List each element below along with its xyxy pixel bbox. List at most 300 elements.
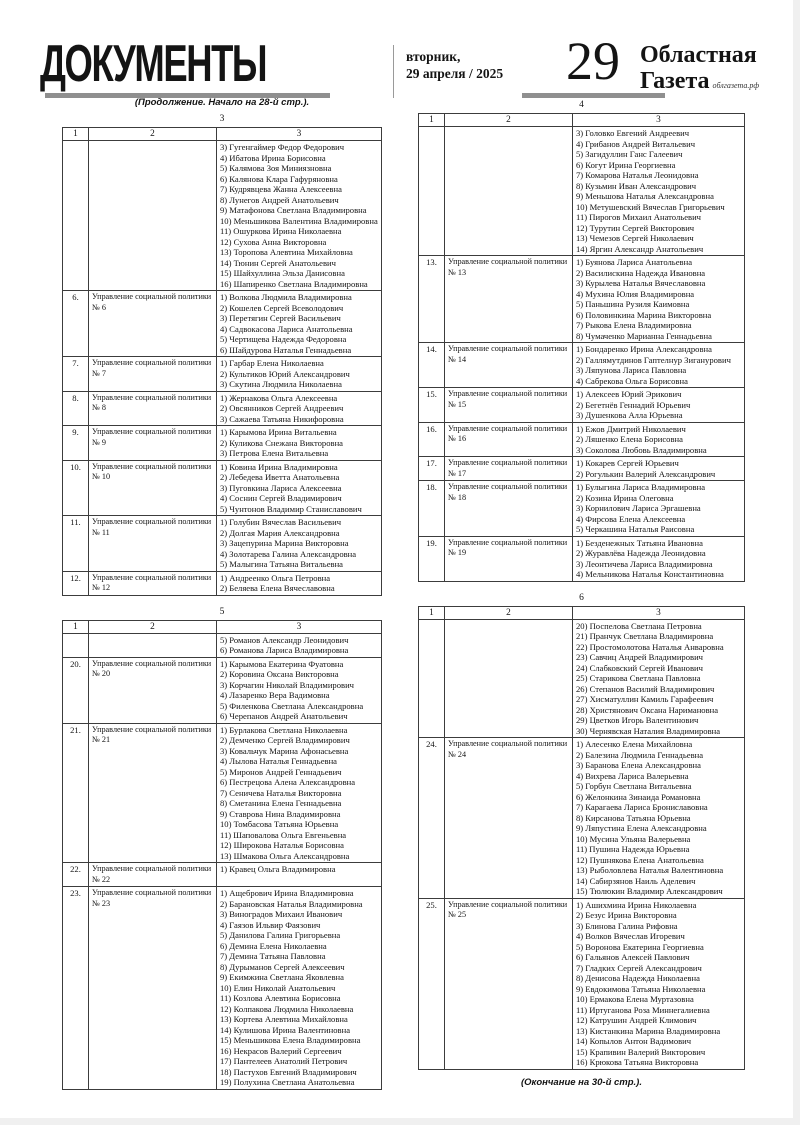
names-cell — [573, 738, 745, 899]
row-number-cell: 12. — [63, 571, 89, 595]
person-name: 5) Горбун Светлана Витальевна — [576, 781, 692, 791]
row-number-cell — [63, 141, 89, 291]
person-name: 5) Загидуллин Ганс Галеевич — [576, 149, 683, 159]
person-name: 1) Карымова Ирина Витальевна — [220, 427, 337, 437]
person-name: 13) Кортева Алевтина Михайловна — [220, 1014, 348, 1024]
row-number-cell: 16. — [419, 422, 445, 457]
person-name: 10) Ермакова Елена Муртазовна — [576, 994, 694, 1004]
person-name: 2) Козина Ирина Олеговна — [576, 492, 674, 503]
brand-website: облгазета.рф — [712, 81, 759, 90]
person-name: 5) Малыгина Татьяна Витальевна — [220, 559, 343, 569]
person-name: 6) Черепанов Андрей Анатольевич — [220, 711, 348, 721]
department-cell: Управление социальной политики № 18 — [445, 481, 573, 537]
department-cell: Управление социальной политики № 6 — [89, 291, 217, 357]
names-cell — [217, 516, 382, 572]
person-name: 1) Ковина Ирина Владимировна — [220, 461, 338, 472]
person-name: 3) Баранова Елена Александровна — [576, 760, 701, 770]
table-6-container — [418, 593, 745, 1070]
person-name: 7) Кудрявцева Жанна Алексеевна — [220, 184, 342, 194]
column-header: 1 — [419, 114, 445, 127]
column-header: 2 — [89, 620, 217, 633]
person-name: 8) Денисова Надежда Николаевна — [576, 973, 700, 983]
column-header: 2 — [445, 606, 573, 619]
person-name: 3) Скутина Людмила Николаевна — [220, 379, 342, 389]
person-name: 4) Садвокасова Лариса Анатольевна — [220, 323, 353, 334]
row-number-cell — [419, 619, 445, 738]
person-name: 22) Простомолотова Наталья Анваровна — [576, 641, 724, 652]
department-cell — [89, 141, 217, 291]
person-name: 12) Турутин Сергей Викторович — [576, 222, 695, 233]
column-header: 3 — [573, 606, 745, 619]
row-number-cell: 25. — [419, 898, 445, 1069]
person-name: 7) Карагаева Лариса Брониславовна — [576, 802, 708, 812]
person-name: 1) Ежов Дмитрий Николаевич — [576, 423, 686, 434]
department-cell: Управление социальной политики № 19 — [445, 536, 573, 581]
row-number-cell: 24. — [419, 738, 445, 899]
table-row — [63, 141, 382, 291]
person-name: 3) Леонтичева Лариса Владимировна — [576, 558, 713, 569]
person-name: 4) Мухина Юлия Владимировна — [576, 288, 695, 299]
person-name: 8) Лунегов Андрей Анатольевич — [220, 194, 339, 205]
person-name: 6) Демина Елена Николаевна — [220, 940, 327, 951]
person-name: 3) Виноградов Михаил Иванович — [220, 909, 343, 919]
names-cell — [217, 863, 382, 887]
row-number-cell: 10. — [63, 460, 89, 516]
person-name: 2) Василискина Надежда Ивановна — [576, 267, 706, 278]
header-divider — [393, 45, 394, 98]
person-name: 15) Шайхуллина Эльза Данисовна — [220, 268, 345, 278]
person-name: 4) Ибатова Ирина Борисовна — [220, 152, 326, 163]
brand-name: Газета — [640, 68, 710, 94]
person-name: 4) Золотарева Галина Александровна — [220, 548, 357, 559]
names-table — [418, 606, 745, 1070]
page-edge-right — [793, 0, 800, 1125]
right-column — [418, 100, 745, 1089]
names-cell — [217, 723, 382, 863]
row-number-cell — [419, 127, 445, 256]
row-number-cell: 23. — [63, 887, 89, 1090]
person-name: 3) Перетягин Сергей Васильевич — [220, 313, 341, 323]
person-name: 2) Беляева Елена Вячеславовна — [220, 583, 335, 593]
person-name: 6) Когут Ирина Георгиевна — [576, 159, 676, 170]
person-name: 15) Крапивин Валерий Викторович — [576, 1046, 706, 1057]
table-header-row — [419, 606, 745, 619]
table-row — [63, 391, 382, 426]
person-name: 10) Меньшикова Валентина Владимировна — [220, 215, 378, 226]
names-cell — [573, 127, 745, 256]
row-number-cell: 18. — [419, 481, 445, 537]
table-3-container — [62, 114, 382, 596]
names-cell — [573, 536, 745, 581]
table-4-container — [418, 100, 745, 582]
department-cell — [89, 633, 217, 657]
person-name: 10) Метушевский Вячеслав Григорьевич — [576, 201, 725, 212]
row-number-cell — [63, 633, 89, 657]
person-name: 14) Яргин Александр Анатольевич — [576, 243, 704, 254]
person-name: 3) Корнилович Лариса Эргашевна — [576, 503, 701, 513]
table-row — [419, 619, 745, 738]
person-name: 6) Пестрецова Алена Александровна — [220, 777, 356, 787]
row-number-cell: 11. — [63, 516, 89, 572]
person-name: 2) Лебедева Иветта Анатольевна — [220, 472, 340, 482]
person-name: 14) Тюнин Сергей Анатольевич — [220, 257, 336, 268]
person-name: 5) Калямова Зоя Миниязновна — [220, 163, 332, 173]
person-name: 27) Хисматуллин Камиль Гарафеевич — [576, 694, 714, 704]
person-name: 1) Булыгина Лариса Владимировна — [576, 482, 706, 492]
person-name: 16) Крюкова Татьяна Викторовна — [576, 1057, 699, 1067]
person-name: 2) Галлямутдинов Гаптелнур Зиганурович — [576, 354, 731, 365]
person-name: 8) Сметанина Елена Геннадьевна — [220, 798, 342, 808]
table-row — [419, 256, 745, 343]
person-name: 15) Меньшикова Елена Владимировна — [220, 1035, 361, 1045]
department-cell: Управление социальной политики № 14 — [445, 343, 573, 388]
person-name: 7) Рыкова Елена Владимировна — [576, 320, 692, 330]
person-name: 3) Петрова Елена Витальевна — [220, 448, 329, 458]
person-name: 11) Пирогов Михаил Анатольевич — [576, 212, 701, 222]
person-name: 4) Сабрекова Ольга Борисовна — [576, 375, 688, 386]
person-name: 10) Елин Николай Анатольевич — [220, 982, 336, 993]
person-name: 1) Голубин Вячеслав Васильевич — [220, 517, 342, 527]
table-row — [419, 536, 745, 581]
table-row — [419, 898, 745, 1069]
person-name: 11) Козлова Алевтина Борисовна — [220, 993, 341, 1003]
names-cell — [217, 460, 382, 516]
page-header — [40, 31, 770, 104]
department-cell: Управление социальной политики № 20 — [89, 657, 217, 723]
names-cell — [217, 426, 382, 461]
person-name: 2) Балезина Людмила Геннадьевна — [576, 749, 704, 760]
names-cell — [217, 391, 382, 426]
person-name: 3) Душенкова Алла Юрьевна — [576, 410, 683, 420]
person-name: 5) Паньшина Рузиля Каимовна — [576, 299, 690, 309]
person-name: 1) Карымова Екатерина Фуатовна — [220, 658, 344, 669]
table-5-container — [62, 607, 382, 1090]
person-name: 1) Ащебрович Ирина Владимировна — [220, 888, 354, 898]
person-name: 7) Сеничева Наталья Викторовна — [220, 787, 342, 798]
department-cell: Управление социальной политики № 7 — [89, 357, 217, 392]
person-name: 9) Ставрова Нина Владимировна — [220, 808, 341, 819]
names-cell — [217, 633, 382, 657]
names-cell — [573, 343, 745, 388]
person-name: 10) Томбасова Татьяна Юрьевна — [220, 819, 339, 829]
person-name: 1) Ашихмина Ирина Николаевна — [576, 899, 697, 910]
names-cell — [217, 291, 382, 357]
person-name: 3) Курылева Наталья Вячеславовна — [576, 278, 706, 288]
person-name: 1) Гарбар Елена Николаевна — [220, 358, 324, 368]
ending-note: (Окончание на 30-й стр.). — [520, 1076, 642, 1088]
person-name: 2) Безус Ирина Викторовна — [576, 910, 677, 920]
person-name: 4) Вихрева Лариса Валерьевна — [576, 770, 689, 781]
person-name: 3) Блинова Галина Рифовна — [576, 920, 678, 931]
person-name: 23) Савчиц Андрей Владимирович — [576, 652, 704, 662]
table-row — [63, 426, 382, 461]
table-row — [419, 422, 745, 457]
person-name: 26) Степанов Василий Владимирович — [576, 683, 715, 694]
person-name: 5) Данилова Галина Григорьевна — [220, 930, 341, 940]
row-number-cell: 20. — [63, 657, 89, 723]
names-table — [418, 113, 745, 582]
row-number-cell: 21. — [63, 723, 89, 863]
person-name: 4) Грибанов Андрей Витальевич — [576, 138, 696, 149]
names-cell — [573, 256, 745, 343]
issue-date — [406, 48, 503, 82]
person-name: 3) Корчагин Николай Владимирович — [220, 679, 354, 690]
person-name: 1) Андреенко Ольга Петровна — [220, 572, 331, 583]
person-name: 25) Старикова Светлана Павловна — [576, 673, 701, 683]
person-name: 1) Жернакова Ольга Алексеевна — [220, 392, 338, 403]
table-row — [63, 887, 382, 1090]
person-name: 2) Куликова Снежана Викторовна — [220, 437, 343, 448]
person-name: 6) Романова Лариса Владимировна — [220, 645, 349, 655]
column-header: 2 — [89, 128, 217, 141]
person-name: 5) Миронов Андрей Геннадьевич — [220, 766, 342, 777]
names-table — [62, 620, 382, 1090]
person-name: 18) Пастухов Евгений Владимирович — [220, 1066, 357, 1077]
person-name: 7) Демина Татьяна Павловна — [220, 951, 326, 961]
person-name: 24) Слабковский Сергей Иванович — [576, 662, 703, 673]
person-name: 7) Комарова Наталья Леонидовна — [576, 170, 699, 180]
department-cell: Управление социальной политики № 11 — [89, 516, 217, 572]
department-cell: Управление социальной политики № 10 — [89, 460, 217, 516]
person-name: 6) Калянова Клара Гафуряновна — [220, 173, 338, 184]
person-name: 14) Копылов Антон Вадимович — [576, 1036, 692, 1046]
page-number: 29 — [566, 31, 620, 91]
person-name: 11) Пушина Надежда Юрьевна — [576, 844, 690, 854]
person-name: 1) Буянова Лариса Анатольевна — [576, 257, 693, 267]
person-name: 21) Пранчук Светлана Владимировна — [576, 631, 714, 641]
person-name: 1) Волкова Людмила Владимировна — [220, 292, 352, 302]
person-name: 4) Фирсова Елена Алексеевна — [576, 513, 686, 524]
table-row — [63, 633, 382, 657]
issue-date-weekday: вторник, — [406, 49, 461, 64]
table-row — [419, 127, 745, 256]
person-name: 5) Романов Александр Леонидович — [220, 634, 349, 645]
person-name: 8) Кирсанова Татьяна Юрьевна — [576, 812, 691, 823]
names-cell — [217, 571, 382, 595]
row-number-cell: 17. — [419, 457, 445, 481]
person-name: 6) Половинкина Марина Викторовна — [576, 309, 712, 320]
person-name: 8) Кузьмин Иван Александрович — [576, 180, 697, 191]
section-title: ДОКУМЕНТЫ — [40, 35, 267, 93]
person-name: 1) Кравец Ольга Владимировна — [220, 864, 336, 874]
names-cell — [573, 619, 745, 738]
person-name: 4) Мельникова Наталья Константиновна — [576, 569, 724, 579]
person-name: 17) Пантелеев Анатолий Петрович — [220, 1056, 348, 1066]
person-name: 2) Овсянников Сергей Андреевич — [220, 403, 344, 413]
row-number-cell: 14. — [419, 343, 445, 388]
brand-line-2 — [640, 68, 759, 99]
person-name: 3) Зацепурина Марина Викторовна — [220, 538, 349, 548]
person-name: 3) Гугенгаймер Федор Федорович — [220, 142, 345, 152]
person-name: 5) Филенкова Светлана Александровна — [220, 700, 364, 711]
person-name: 1) Безденежных Татьяна Ивановна — [576, 537, 703, 548]
person-name: 2) Демченко Сергей Владимирович — [220, 735, 350, 745]
person-name: 6) Желонкина Зинаида Романовна — [576, 791, 701, 802]
names-cell — [573, 422, 745, 457]
person-name: 3) Ковальчук Марина Афонасьевна — [220, 745, 349, 756]
department-cell: Управление социальной политики № 24 — [445, 738, 573, 899]
names-cell — [217, 887, 382, 1090]
row-number-cell: 9. — [63, 426, 89, 461]
table-row — [419, 738, 745, 899]
person-name: 4) Лазаренко Вера Вадимовна — [220, 690, 330, 700]
person-name: 7) Гладких Сергей Александрович — [576, 962, 702, 973]
table-row — [63, 357, 382, 392]
row-number-cell: 7. — [63, 357, 89, 392]
person-name: 2) Барановская Наталья Владимировна — [220, 898, 363, 909]
table-number: 6 — [579, 592, 584, 603]
row-number-cell: 22. — [63, 863, 89, 887]
table-header-row — [63, 620, 382, 633]
names-cell — [573, 898, 745, 1069]
department-cell: Управление социальной политики № 25 — [445, 898, 573, 1069]
department-cell: Управление социальной политики № 15 — [445, 388, 573, 423]
brand-line-1: Областная — [640, 42, 757, 68]
person-name: 11) Шаповалова Ольга Евгеньевна — [220, 829, 347, 840]
names-table — [62, 127, 382, 596]
person-name: 2) Журавлёва Надежда Леонидовна — [576, 548, 706, 558]
person-name: 29) Цветков Игорь Валентинович — [576, 715, 699, 725]
person-name: 12) Колпакова Людмила Николаевна — [220, 1003, 354, 1014]
table-number: 4 — [579, 100, 584, 110]
person-name: 30) Чернявская Наталия Владимировна — [576, 725, 721, 736]
person-name: 9) Ляпустина Елена Александровна — [576, 823, 707, 833]
department-cell: Управление социальной политики № 16 — [445, 422, 573, 457]
column-header: 1 — [419, 606, 445, 619]
person-name: 6) Гальянов Алексей Павлович — [576, 952, 690, 962]
department-cell: Управление социальной политики № 13 — [445, 256, 573, 343]
person-name: 2) Коровина Оксана Викторовна — [220, 669, 339, 679]
person-name: 1) Бурлакова Светлана Николаевна — [220, 724, 348, 735]
person-name: 13) Рыболовлева Наталья Валентиновна — [576, 865, 724, 875]
row-number-cell: 13. — [419, 256, 445, 343]
table-row — [63, 657, 382, 723]
row-number-cell: 8. — [63, 391, 89, 426]
person-name: 1) Алесенко Елена Михайловна — [576, 739, 693, 749]
table-number: 5 — [219, 606, 225, 617]
person-name: 2) Кошелев Сергей Всеволодович — [220, 302, 344, 313]
person-name: 8) Дурыманов Сергей Алексеевич — [220, 961, 345, 972]
department-cell: Управление социальной политики № 22 — [89, 863, 217, 887]
person-name: 6) Шайдурова Наталья Геннадьевна — [220, 344, 352, 355]
department-cell: Управление социальной политики № 8 — [89, 391, 217, 426]
names-cell — [573, 457, 745, 481]
department-cell: Управление социальной политики № 23 — [89, 887, 217, 1090]
person-name: 2) Бегетнёв Геннадий Юрьевич — [576, 399, 691, 410]
person-name: 13) Кистанкина Марина Владимировна — [576, 1025, 721, 1036]
person-name: 2) Культиков Юрий Александрович — [220, 368, 350, 379]
person-name: 3) Ляпунова Лариса Павловна — [576, 365, 687, 375]
row-number-cell: 6. — [63, 291, 89, 357]
names-cell — [573, 388, 745, 423]
department-cell: Управление социальной политики № 9 — [89, 426, 217, 461]
department-cell: Управление социальной политики № 17 — [445, 457, 573, 481]
table-row — [63, 723, 382, 863]
page-edge-bottom — [0, 1118, 800, 1125]
person-name: 9) Меньшова Наталья Александровна — [576, 191, 714, 201]
person-name: 14) Кулишова Ирина Валентиновна — [220, 1024, 351, 1035]
names-cell — [217, 357, 382, 392]
column-header: 3 — [217, 128, 382, 141]
row-number-cell: 19. — [419, 536, 445, 581]
person-name: 14) Сабирзянов Наиль Аделевич — [576, 875, 696, 886]
department-cell: Управление социальной политики № 12 — [89, 571, 217, 595]
table-number: 3 — [219, 114, 225, 124]
table-row — [63, 516, 382, 572]
person-name: 4) Лылова Наталья Геннадьевна — [220, 756, 337, 766]
names-cell — [217, 657, 382, 723]
column-header: 3 — [573, 114, 745, 127]
person-name: 19) Полухина Светлана Анатольевна — [220, 1077, 355, 1087]
table-row — [419, 388, 745, 423]
person-name: 5) Черкашина Наталья Раисовна — [576, 524, 695, 534]
row-number-cell: 15. — [419, 388, 445, 423]
person-name: 28) Христянович Оксана Наримановна — [576, 704, 719, 715]
person-name: 12) Пушнякова Елена Анатольевна — [576, 854, 704, 865]
table-row — [63, 863, 382, 887]
table-header-row — [419, 114, 745, 127]
table-row — [419, 457, 745, 481]
person-name: 8) Чумаченко Марианна Геннадьевна — [576, 330, 712, 341]
person-name: 11) Иртуганова Роза Миннегалиевна — [576, 1004, 710, 1015]
person-name: 13) Шмакова Ольга Александровна — [220, 850, 350, 861]
newspaper-brand — [640, 42, 759, 99]
person-name: 5) Чунтонов Владимир Станиславович — [220, 503, 362, 514]
table-header-row — [63, 128, 382, 141]
person-name: 12) Катрушин Андрей Климович — [576, 1015, 697, 1025]
column-header: 3 — [217, 620, 382, 633]
person-name: 10) Мусина Ульяна Валерьевна — [576, 833, 691, 844]
person-name: 9) Екимжина Светлана Яковлевна — [220, 972, 344, 982]
person-name: 16) Шапиренко Светлана Владимировна — [220, 278, 368, 289]
table-row — [63, 571, 382, 595]
person-name: 15) Тюлюкин Владимир Александрович — [576, 886, 723, 896]
column-header: 2 — [445, 114, 573, 127]
table-row — [63, 460, 382, 516]
person-name: 3) Головко Евгений Андреевич — [576, 128, 690, 138]
person-name: 2) Долгая Мария Александровна — [220, 527, 340, 538]
person-name: 2) Ляшенко Елена Борисовна — [576, 434, 683, 444]
issue-date-date: 29 апреля / 2025 — [406, 66, 504, 81]
person-name: 16) Некрасов Валерий Сергеевич — [220, 1045, 342, 1056]
person-name: 5) Чертищева Надежда Федоровна — [220, 334, 347, 344]
person-name: 1) Алексеев Юрий Эрикович — [576, 389, 682, 399]
table-row — [419, 343, 745, 388]
person-name: 13) Чемезов Сергей Николаевич — [576, 233, 694, 243]
person-name: 12) Широкова Наталья Борисовна — [220, 840, 344, 850]
table-row — [63, 291, 382, 357]
person-name: 1) Кокарев Сергей Юрьевич — [576, 458, 679, 468]
person-name: 9) Матафонова Светлана Владимировна — [220, 205, 367, 215]
names-cell — [573, 481, 745, 537]
person-name: 20) Поспелова Светлана Петровна — [576, 620, 702, 631]
person-name: 4) Гаязов Ильвир Фаязович — [220, 919, 321, 930]
person-name: 3) Соколова Любовь Владимировна — [576, 444, 707, 455]
left-column — [62, 97, 382, 1090]
person-name: 3) Пуговкина Лариса Алексеевна — [220, 482, 342, 493]
department-cell: Управление социальной политики № 21 — [89, 723, 217, 863]
table-row — [419, 481, 745, 537]
person-name: 1) Бондаренко Ирина Александровна — [576, 344, 712, 354]
column-header: 1 — [63, 128, 89, 141]
names-cell — [217, 141, 382, 291]
person-name: 11) Ошуркова Ирина Николаевна — [220, 226, 342, 236]
department-cell — [445, 127, 573, 256]
person-name: 5) Воронова Екатерина Георгиевна — [576, 941, 704, 952]
continuation-note: (Продолжение. Начало на 28-й стр.). — [134, 97, 310, 108]
person-name: 3) Сажаева Татьяна Никифоровна — [220, 413, 344, 424]
column-header: 1 — [63, 620, 89, 633]
